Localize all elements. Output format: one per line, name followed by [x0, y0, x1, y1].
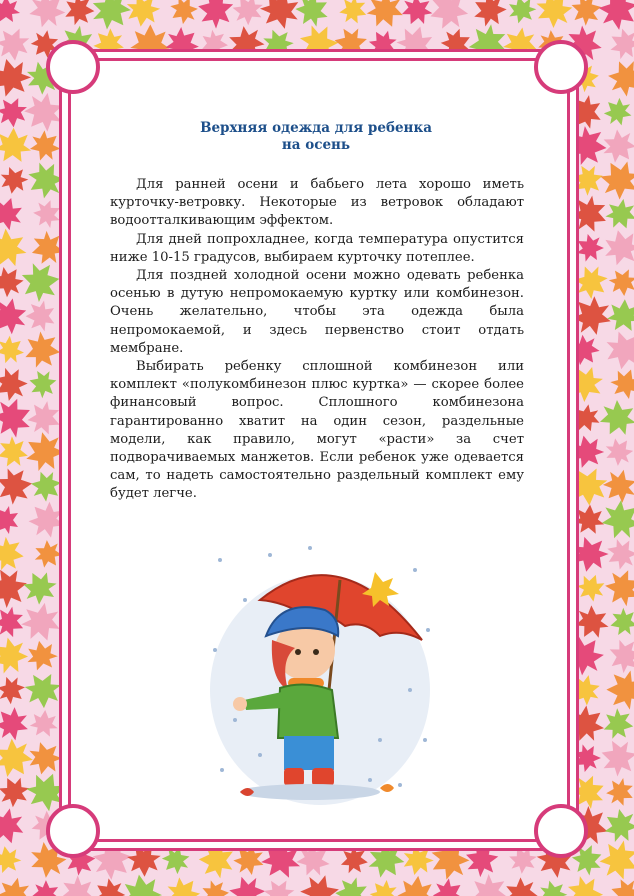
- maple-leaf-icon: [596, 735, 634, 780]
- maple-leaf-icon: [161, 870, 207, 896]
- maple-leaf-icon: [362, 0, 409, 34]
- maple-leaf-icon: [165, 0, 202, 29]
- maple-leaf-icon: [223, 870, 272, 896]
- maple-leaf-icon: [530, 0, 579, 33]
- maple-leaf-icon: [292, 0, 335, 32]
- maple-leaf-icon: [0, 465, 35, 506]
- maple-leaf-icon: [0, 28, 32, 63]
- maple-leaf-icon: [0, 875, 35, 896]
- maple-leaf-icon: [0, 672, 31, 710]
- maple-leaf-icon: [362, 837, 411, 885]
- maple-leaf-icon: [0, 127, 32, 162]
- maple-leaf-icon: [396, 874, 436, 896]
- maple-leaf-icon: [567, 432, 606, 470]
- maple-leaf-icon: [24, 638, 60, 672]
- maple-leaf-icon: [568, 740, 605, 777]
- maple-leaf-icon: [399, 843, 436, 878]
- maple-leaf-icon: [569, 161, 604, 198]
- maple-leaf-icon: [0, 535, 26, 573]
- maple-leaf-icon: [536, 879, 570, 896]
- paragraph: Выбирать ребенку сплошной комбинезон или комплект «полукомбинезон плюс куртка» — скорее более финансовый вопрос. Сплошного комбинезона гарантированно хватит на один сезон, раздельные модели, как правило, могут «расти» за счет подворачиваемых манжетов. Если ребенок уже одевается сам, то надеть самостоятельно раздельный комплект ему будет легче.: [110, 359, 524, 502]
- maple-leaf-icon: [21, 156, 69, 205]
- green-jacket: [278, 684, 338, 738]
- paragraph: Для поздней холодной осени можно одевать ребенка осенью в дутую непромокаемую куртку или комбинезон. Очень желательно, чтобы эта одежда была непромокаемой, и здесь первенство стоит отдать мембране.: [110, 268, 524, 356]
- maple-leaf-icon: [17, 600, 66, 647]
- maple-leaf-icon: [23, 0, 73, 34]
- page-title: [120, 120, 512, 154]
- maple-leaf-icon: [568, 125, 608, 168]
- maple-leaf-icon: [127, 845, 162, 877]
- maple-leaf-icon: [567, 468, 609, 507]
- maple-leaf-icon: [569, 260, 614, 306]
- maple-leaf-icon: [595, 835, 634, 886]
- maple-leaf-icon: [499, 873, 544, 896]
- title-line-1: Верхняя одежда для ребенка: [200, 120, 432, 136]
- maple-leaf-icon: [0, 771, 34, 810]
- maple-leaf-icon: [593, 0, 634, 37]
- maple-leaf-icon: [56, 873, 97, 896]
- maple-leaf-icon: [263, 881, 294, 896]
- maple-leaf-icon: [124, 0, 162, 29]
- maple-leaf-icon: [24, 330, 62, 370]
- right-boot: [312, 768, 334, 786]
- maple-leaf-icon: [0, 261, 29, 302]
- maple-leaf-icon: [120, 872, 164, 896]
- maple-leaf-icon: [0, 564, 30, 612]
- maple-leaf-icon: [603, 774, 634, 810]
- maple-leaf-icon: [30, 195, 65, 231]
- maple-leaf-icon: [602, 196, 634, 234]
- maple-leaf-icon: [564, 330, 606, 371]
- maple-leaf-icon: [25, 300, 54, 331]
- maple-leaf-icon: [571, 229, 608, 266]
- maple-leaf-icon: [337, 0, 371, 28]
- maple-leaf-icon: [0, 806, 29, 849]
- frame-corner-ornament: [46, 40, 100, 94]
- paragraph: Для дней попрохладнее, когда температура опустится ниже 10-15 градусов, выбираем курточку потеплее.: [110, 231, 524, 265]
- maple-leaf-icon: [0, 434, 30, 471]
- maple-leaf-icon: [227, 838, 269, 880]
- maple-leaf-icon: [0, 166, 30, 196]
- maple-leaf-icon: [505, 0, 539, 25]
- blue-pants: [284, 736, 334, 770]
- maple-leaf-icon: [260, 29, 295, 62]
- maple-leaf-icon: [603, 707, 634, 742]
- maple-leaf-icon: [130, 24, 170, 61]
- maple-leaf-icon: [0, 97, 29, 129]
- maple-leaf-icon: [596, 464, 634, 510]
- frame-corner-ornament: [534, 804, 588, 858]
- maple-leaf-icon: [469, 872, 512, 896]
- maple-leaf-icon: [607, 364, 634, 401]
- maple-leaf-icon: [364, 25, 401, 62]
- maple-leaf-icon: [24, 673, 62, 709]
- maple-leaf-icon: [26, 466, 68, 508]
- maple-leaf-icon: [594, 396, 634, 443]
- maple-leaf-icon: [27, 877, 64, 896]
- frame-corner-ornament: [46, 804, 100, 858]
- maple-leaf-icon: [598, 92, 634, 130]
- maple-leaf-icon: [603, 54, 634, 103]
- maple-leaf-icon: [0, 506, 18, 534]
- maple-leaf-icon: [30, 536, 68, 573]
- puddle: [240, 784, 380, 800]
- maple-leaf-icon: [0, 0, 20, 22]
- maple-leaf-icon: [0, 844, 23, 874]
- maple-leaf-icon: [602, 564, 634, 611]
- maple-leaf-icon: [606, 670, 634, 710]
- maple-leaf-icon: [568, 770, 610, 813]
- maple-leaf-icon: [424, 0, 471, 35]
- maple-leaf-icon: [598, 803, 634, 848]
- maple-leaf-icon: [600, 226, 634, 267]
- maple-leaf-icon: [202, 879, 230, 896]
- maple-leaf-icon: [569, 402, 604, 436]
- maple-leaf-icon: [340, 844, 370, 876]
- maple-leaf-icon: [568, 535, 611, 576]
- maple-leaf-icon: [260, 838, 303, 878]
- maple-leaf-icon: [257, 0, 305, 32]
- maple-leaf-icon: [568, 191, 613, 237]
- maple-leaf-icon: [21, 494, 71, 544]
- maple-leaf-icon: [194, 0, 235, 31]
- maple-leaf-icon: [0, 224, 32, 274]
- maple-leaf-icon: [569, 95, 601, 130]
- maple-leaf-icon: [574, 570, 609, 604]
- maple-leaf-icon: [156, 842, 194, 880]
- maple-leaf-icon: [601, 433, 634, 470]
- maple-leaf-icon: [201, 29, 229, 59]
- maple-leaf-icon: [0, 193, 27, 233]
- maple-leaf-icon: [608, 269, 634, 297]
- maple-leaf-icon: [0, 631, 33, 680]
- maple-leaf-icon: [609, 637, 634, 674]
- maple-leaf-icon: [596, 492, 634, 545]
- maple-leaf-icon: [560, 871, 607, 896]
- maple-leaf-icon: [16, 86, 69, 139]
- fallen-leaf-icon: [380, 784, 394, 792]
- article-body: [110, 176, 524, 504]
- maple-leaf-icon: [27, 228, 67, 269]
- maple-leaf-icon: [198, 841, 233, 879]
- maple-leaf-icon: [593, 153, 634, 204]
- maple-leaf-icon: [65, 0, 96, 26]
- maple-leaf-icon: [467, 0, 510, 32]
- maple-leaf-icon: [606, 298, 634, 331]
- maple-leaf-icon: [364, 874, 402, 896]
- maple-leaf-icon: [89, 873, 130, 896]
- left-boot: [284, 768, 304, 786]
- paragraph: Для ранней осени и бабьего лета хорошо иметь курточку-ветровку. Некоторые из ветровок обладают водоотталкивающим эффектом.: [110, 177, 524, 229]
- maple-leaf-icon: [607, 605, 634, 639]
- maple-leaf-icon: [573, 504, 606, 535]
- title-line-2: на осень: [281, 137, 351, 153]
- maple-leaf-icon: [24, 397, 66, 440]
- maple-leaf-icon: [0, 700, 34, 746]
- maple-leaf-icon: [20, 260, 62, 304]
- maple-leaf-icon: [334, 876, 367, 896]
- maple-leaf-icon: [0, 54, 34, 99]
- maple-leaf-icon: [18, 425, 69, 477]
- maple-leaf-icon: [606, 874, 634, 896]
- maple-leaf-icon: [29, 709, 59, 737]
- maple-leaf-icon: [25, 124, 67, 166]
- maple-leaf-icon: [0, 330, 30, 368]
- maple-leaf-icon: [602, 330, 634, 373]
- maple-leaf-icon: [569, 601, 613, 644]
- maple-leaf-icon: [0, 603, 29, 643]
- maple-leaf-icon: [504, 841, 540, 876]
- maple-leaf-icon: [570, 0, 604, 28]
- child-umbrella-illustration: [200, 540, 440, 810]
- maple-leaf-icon: [26, 367, 58, 401]
- maple-leaf-icon: [291, 836, 336, 882]
- frame-corner-ornament: [534, 40, 588, 94]
- maple-leaf-icon: [17, 565, 61, 608]
